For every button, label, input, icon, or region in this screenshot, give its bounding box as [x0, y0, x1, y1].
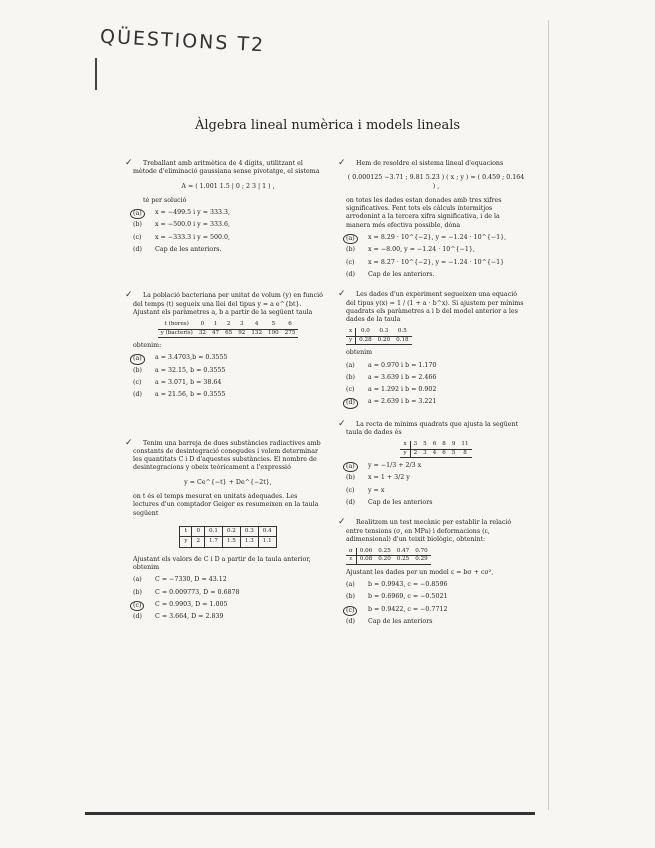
question-text: Realitzem un test mecànic per establir la relació entre tensions (σ, en MPa) i deformacions (ε, adimensional) d'un teixit biològic, obtenint: — [346, 519, 512, 543]
question-text: La recta de mínims quadrats que ajusta la següent taula de dades és — [346, 420, 519, 436]
page-edge — [548, 20, 549, 810]
option-c: (c) y = x — [346, 486, 385, 494]
handwritten-mark — [95, 58, 97, 90]
option-a: (a) a = 3.4703,b = 0.3555 — [133, 354, 323, 362]
question-7 — [338, 517, 526, 626]
right-column — [338, 158, 526, 626]
option-c: (c) C = 0.9903, D = 1.005 — [133, 601, 323, 609]
option-d: (d) Cap de les anteriors — [346, 618, 433, 626]
left-column — [125, 158, 323, 621]
question-5 — [338, 289, 526, 407]
question-text: obtenim: — [133, 342, 162, 350]
option-b: (b) a = 3.639 i b = 2.466 — [346, 373, 437, 381]
option-b: (b) b = 0.6969, c = −0.5021 — [346, 593, 448, 601]
option-d: (d) a = 21.56, b = 0.3555 — [133, 391, 226, 399]
question-text: Hem de resoldre el sistema lineal d'equacions — [356, 160, 504, 167]
footer-rule — [85, 812, 535, 815]
option-d: (d) Cap de les anteriors. — [133, 246, 222, 254]
question-text: Tenim una barreja de dues substàncies radiactives amb constants de desintegració conegudes i volem determinar les quantitats C i D d'aquestes substàncies. El nombre de desintegracions y obeix teòricament a l'expressió — [133, 439, 321, 472]
data-table: t (hores) 0 1 2 3 4 5 6 y (bacteris) 32 47 65 92 132 190 275 — [158, 321, 299, 338]
question-text: on t és el temps mesurat en unitats adequades. Les lectures d'un comptador Geiger es resumeixen en la taula següent — [133, 492, 319, 517]
option-b: (b) x = −8.00, y = −1.24 · 10^{−1}, — [346, 246, 475, 254]
option-c: (c) a = 3.071, b = 38.64 — [133, 378, 222, 386]
tick-mark-icon: ✓ — [125, 158, 133, 168]
page-title: Àlgebra lineal numèrica i models lineals — [194, 118, 461, 133]
option-a: (a) a = 0.970 i b = 1.170 — [346, 361, 437, 369]
option-d: (d) Cap de les anteriors. — [346, 270, 435, 278]
question-6 — [338, 418, 526, 508]
question-2 — [125, 290, 323, 399]
linear-system: ( 0.000125 −3.71 ; 9.81 5.23 ) ( x ; y ) = ( 0.459 ; 0.164 ) , — [347, 174, 525, 190]
tick-mark-icon: ✓ — [338, 418, 346, 429]
matrix: A = ( 1.001 1.5 | 0 ; 2 3 | 1 ) , — [181, 182, 275, 190]
option-c: (c) a = 1.292 i b = 0.902 — [346, 386, 437, 394]
data-table: t 0 0.1 0.2 0.3 0.4 y 2 1.7 1.5 1.3 1.1 — [179, 526, 276, 548]
question-3 — [125, 437, 323, 622]
question-text: on totes les dades estan donades amb tres xifres significatives. Fent tots els càlculs intermitjos arrodonint a la tercera xifra significativa, i de la manera més efectiva possible, dóna — [346, 196, 502, 229]
data-table: x 3 5 6 8 9 11 y 2 3 4 6 5 8 — [400, 441, 471, 458]
question-1 — [125, 158, 323, 254]
option-a: (a) x = 8.29 · 10^{−2}, y = −1.24 · 10^{−1}, — [346, 234, 526, 242]
option-c: (c) x = −333.3 i y = 500.0, — [133, 233, 231, 241]
data-table: σ 0.06 0.25 0.47 0.70 ε 0.08 0.20 0.25 0.29 — [346, 548, 431, 565]
option-c: (c) b = 0.9422, c = −0.7712 — [346, 606, 526, 614]
handwritten-header: QÜESTIONS T2 — [99, 25, 266, 57]
option-b: (b) x = −500.0 i y = 333.6, — [133, 221, 231, 229]
tick-mark-icon: ✓ — [338, 289, 346, 300]
option-b: (b) C = 0.009773, D = 0.6878 — [133, 588, 240, 596]
option-d: (d) a = 2.639 i b = 3.221 — [346, 398, 526, 406]
question-text: Treballant amb aritmètica de 4 dígits, utilitzant el mètode d'eliminació gaussiana sense pivotatge, el sistema — [133, 160, 320, 176]
formula: y = Ce^{−t} + De^{−2t}, — [184, 478, 272, 486]
option-a: (a) b = 0.9943, c = −0.8596 — [346, 581, 448, 589]
option-b: (b) x = 1 + 3/2 y — [346, 474, 410, 482]
tick-mark-icon: ✓ — [125, 437, 133, 448]
tick-mark-icon: ✓ — [125, 290, 133, 301]
question-text: Ajustant les dades per un model ε = bσ + cσ², — [346, 568, 494, 576]
tick-mark-icon: ✓ — [338, 517, 346, 528]
option-a: (a) y = −1/3 + 2/3 x — [346, 462, 526, 470]
tick-mark-icon: ✓ — [338, 158, 346, 168]
option-d: (d) C = 3.664, D = 2.839 — [133, 613, 224, 621]
option-d: (d) Cap de les anteriors — [346, 498, 433, 506]
question-text: La població bacteriana per unitat de volum (y) en funció del temps (t) segueix una llei del tipus y = a e^{bt}. Ajustant els paràmetres a, b a partir de la següent taula — [133, 292, 323, 316]
option-a: (a) x = −499.5 i y = 333.3, — [133, 209, 323, 217]
question-text: obtenim — [346, 349, 373, 357]
data-table: x 0.0 0.3 0.5 y 0.28 0.20 0.18 — [346, 328, 412, 345]
option-b: (b) a = 32.15, b = 0.3555 — [133, 366, 226, 374]
option-a: (a) C = −7330, D = 43.12 — [133, 576, 227, 584]
question-text: té per solució — [143, 196, 187, 204]
question-4 — [338, 158, 526, 279]
option-c: (c) x = 8.27 · 10^{−2}, y = −1.24 · 10^{−1} — [346, 258, 505, 266]
question-text: Les dades d'un experiment segueixen una equació del tipus y(x) = 1 / (1 + a · b^x). Si ajustem per mínims quadrats els paràmetres a i b del model anterior a les dades de la taula — [346, 291, 524, 324]
question-text: Ajustant els valors de C i D a partir de la taula anterior, obtenim — [133, 555, 311, 571]
